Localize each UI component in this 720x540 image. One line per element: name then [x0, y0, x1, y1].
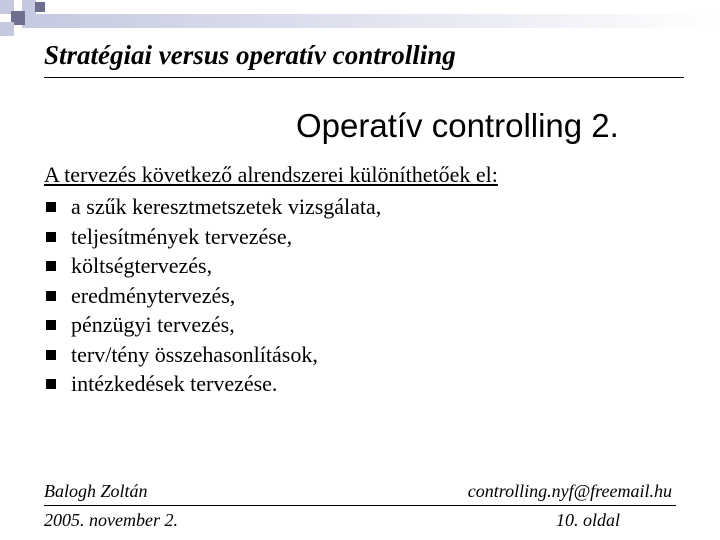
- square-bullet-icon: [46, 202, 56, 212]
- list-item: [44, 369, 381, 399]
- footer-email: controlling.nyf@freemail.hu: [467, 481, 672, 501]
- list-item-text: terv/tény összehasonlítások,: [71, 341, 318, 367]
- header-divider: [44, 77, 684, 78]
- list-item: [44, 192, 381, 222]
- list-item: [44, 281, 381, 311]
- slide-header-title: Stratégiai versus operatív controlling: [44, 40, 456, 70]
- square-bullet-icon: [46, 232, 56, 242]
- list-item: [44, 222, 381, 252]
- square-bullet-icon: [46, 379, 56, 389]
- square-bullet-icon: [46, 320, 56, 330]
- slide-title: Operatív controlling 2.: [296, 107, 619, 144]
- footer-date: 2005. november 2.: [44, 510, 178, 530]
- square-bullet-icon: [46, 350, 56, 360]
- bullet-list: [44, 192, 381, 399]
- list-item-text: intézkedések tervezése.: [71, 371, 278, 396]
- list-item-text: pénzügyi tervezés,: [71, 312, 235, 337]
- square-bullet-icon: [46, 291, 56, 301]
- list-item: [44, 251, 381, 281]
- list-item-text: eredménytervezés,: [71, 282, 236, 308]
- list-item-text: költségtervezés,: [71, 253, 213, 278]
- footer-divider: [44, 505, 676, 506]
- header-decoration: [0, 0, 720, 40]
- footer-page-number: 10. oldal: [555, 510, 620, 530]
- footer-author: Balogh Zoltán: [44, 481, 148, 501]
- square-bullet-icon: [46, 261, 56, 271]
- list-item-text: a szűk keresztmetszetek vizsgálata,: [71, 194, 382, 219]
- list-item-text: teljesítmények tervezése,: [71, 223, 293, 249]
- list-item: [44, 310, 381, 340]
- intro-text: A tervezés következő alrendszerei különíthetőek el:: [44, 162, 498, 187]
- list-item: [44, 340, 381, 370]
